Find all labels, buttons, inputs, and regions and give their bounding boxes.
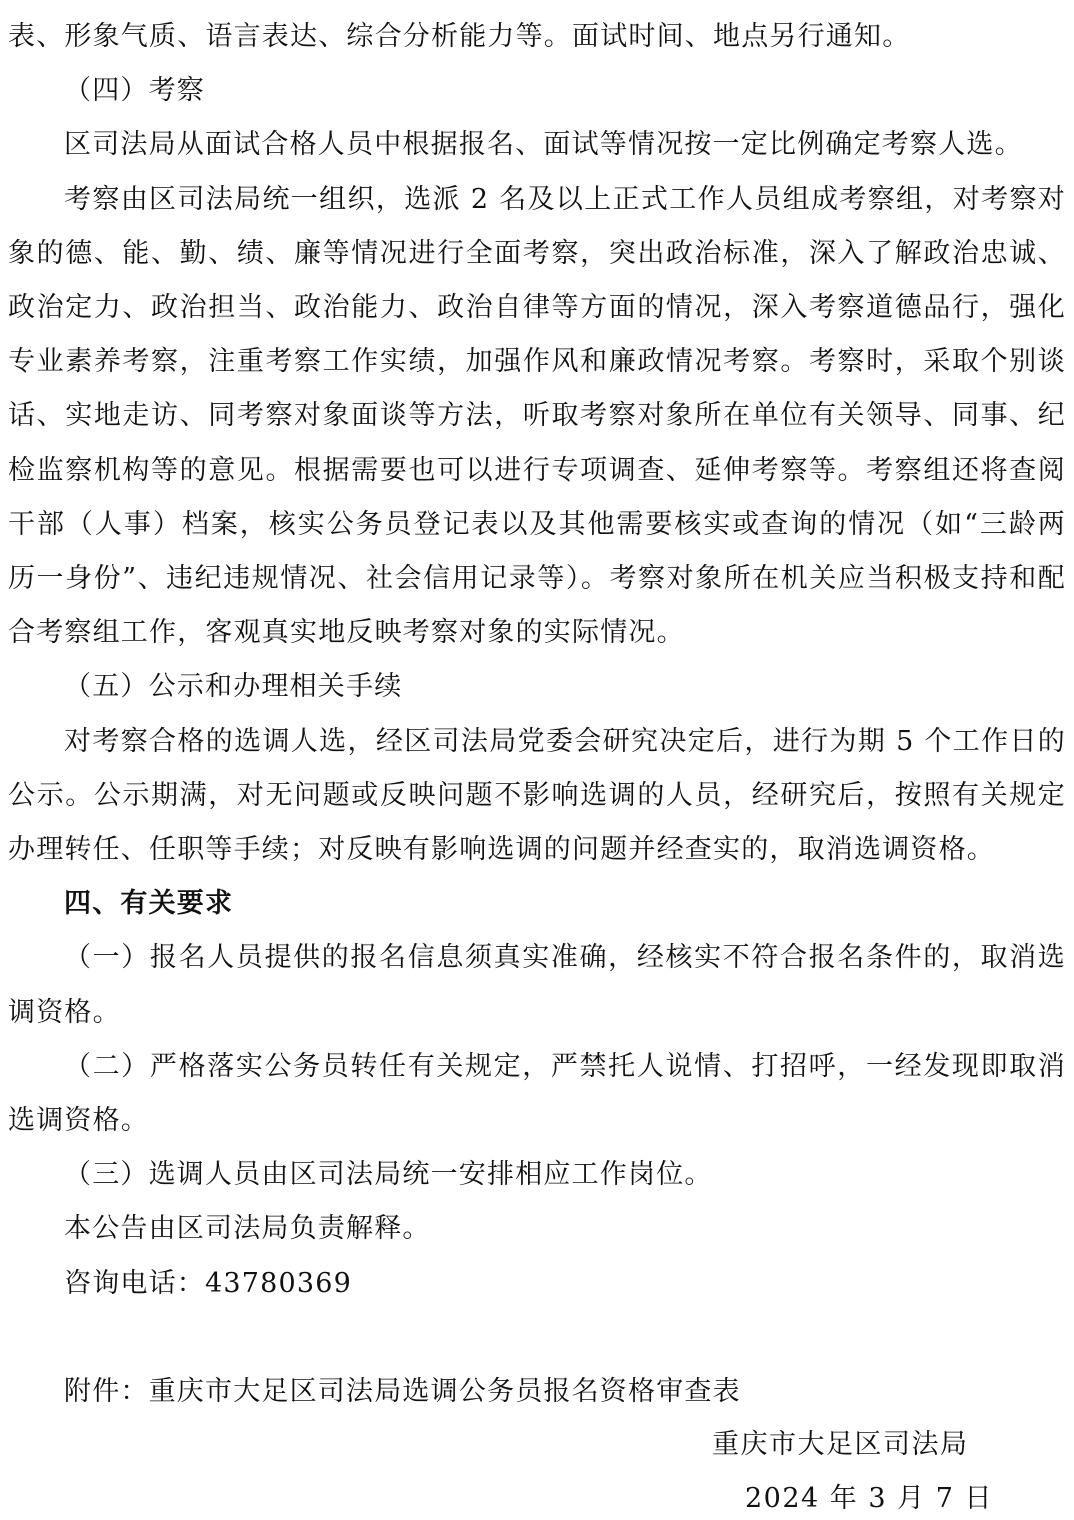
requirement-item-1: （一）报名人员提供的报名信息须真实准确，经核实不符合报名条件的，取消选调资格。 bbox=[8, 942, 1066, 1028]
paragraph-inspection-details: 考察由区司法局统一组织，选派 2 名及以上正式工作人员组成考察组，对考察对象的德、能、勤、绩、廉等情况进行全面考察，突出政治标准，深入了解政治忠诚、政治定力、政治担当、政治能力、政治自律等方面的情况，深入考察道德品行，强化专业素养考察，注重考察工作实绩，加强作风和廉政情况考察。考察时，采取个别谈话、实地走访、同考察对象面谈等方法，听取考察对象所在单位有关领导、同事、纪检监察机构等的意见。根据需要也可以进行专项调查、延伸考察等。考察组还将查阅干部（人事）档案，核实公务员登记表以及其他需要核实或查询的情况（如“三龄两历一身份”、违纪违规情况、社会信用记录等）。考察对象所在机关应当积极支持和配合考察组工作，客观真实地反映考察对象的实际情况。 bbox=[8, 183, 1066, 649]
hotline bbox=[8, 1257, 1066, 1311]
heading-inspection: （四）考察 bbox=[64, 75, 205, 107]
attachment-note: 附件：重庆市大足区司法局选调公务员报名资格审查表 bbox=[64, 1375, 741, 1407]
requirement-item-3: （三）选调人员由区司法局统一安排相应工作岗位。 bbox=[64, 1159, 713, 1191]
heading-requirements: 四、有关要求 bbox=[64, 888, 234, 920]
hotline-label: 咨询电话： bbox=[64, 1267, 205, 1299]
interpretation-note: 本公告由区司法局负责解释。 bbox=[64, 1213, 431, 1245]
paragraph-inspection-selection: 区司法局从面试合格人员中根据报名、面试等情况按一定比例确定考察人选。 bbox=[64, 129, 1023, 161]
paragraph-publicity: 对考察合格的选调人选，经区司法局党委会研究决定后，进行为期 5 个工作日的公示。公示期满，对无问题或反映问题不影响选调的人员，经研究后，按照有关规定办理转任、任职等手续；对反映有影响选调的问题并经查实的，取消选调资格。 bbox=[8, 725, 1066, 866]
document-body bbox=[8, 10, 1066, 1419]
blank-line bbox=[8, 1311, 1066, 1365]
signature-date: 2024 年 3 月 7 日 bbox=[745, 1483, 993, 1514]
hotline-number: 43780369 bbox=[205, 1267, 353, 1299]
requirement-item-2: （二）严格落实公务员转任有关规定，严禁托人说情、打招呼，一经发现即取消选调资格。 bbox=[8, 1050, 1066, 1137]
signature-organization: 重庆市大足区司法局 bbox=[712, 1429, 969, 1460]
paragraph-interview-tail: 表、形象气质、语言表达、综合分析能力等。面试时间、地点另行通知。 bbox=[8, 21, 911, 52]
heading-publicity: （五）公示和办理相关手续 bbox=[64, 671, 403, 703]
